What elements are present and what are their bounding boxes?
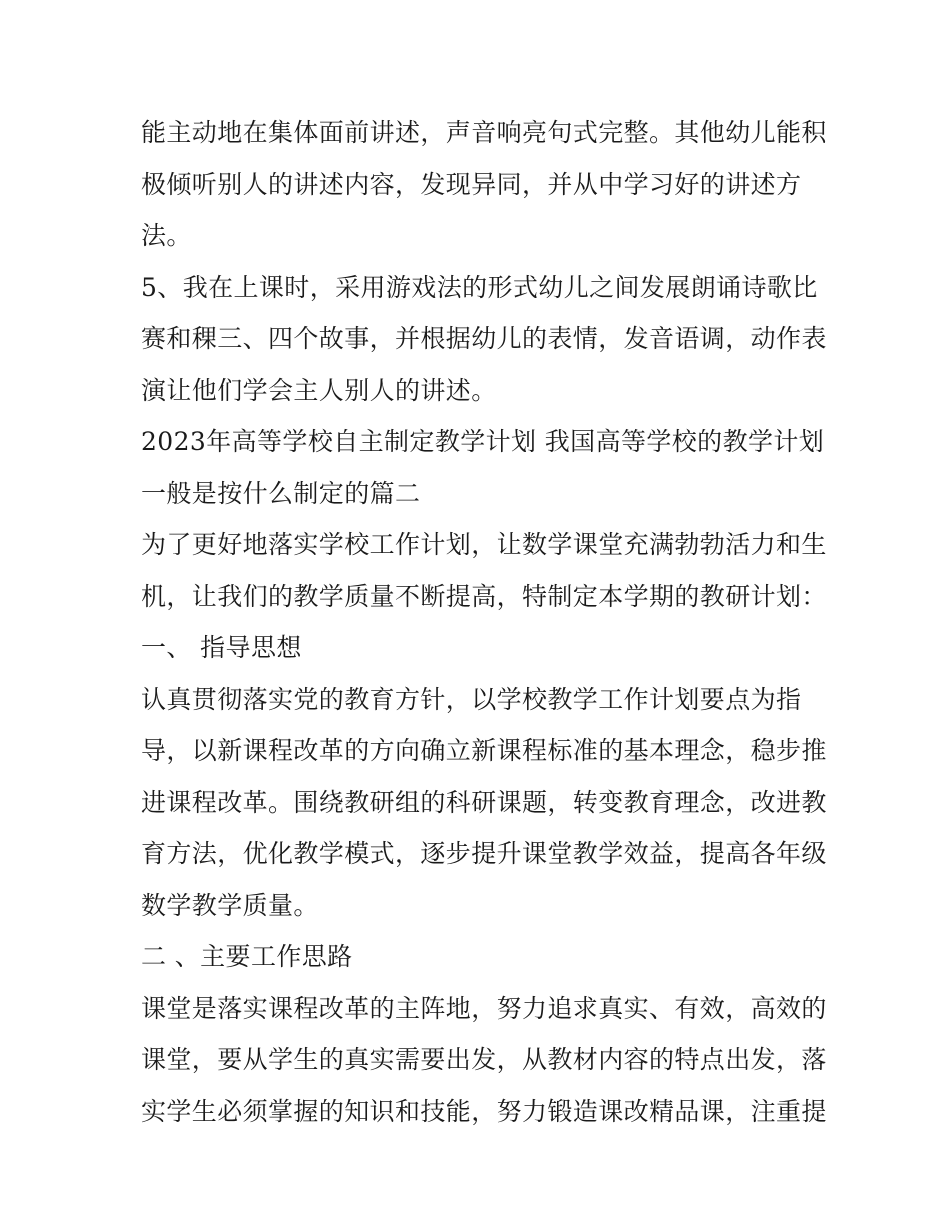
text-line: 认真贯彻落实党的教育方针，以学校教学工作计划要点为指	[141, 684, 802, 714]
text-line: 赛和稞三、四个故事，并根据幼儿的表情，发音语调，动作表	[141, 324, 827, 353]
text-line: 法。	[141, 221, 192, 250]
text-line: 进课程改革。围绕教研组的科研课题，转变教育理念，改进教	[141, 787, 827, 817]
heading-main-work-ideas: 二 、主要工作思路	[141, 942, 353, 971]
heading-guiding-ideology: 一、 指导思想	[141, 633, 302, 662]
text-line: 实学生必须掌握的知识和技能，努力锻造课改精品课，注重提	[141, 1096, 827, 1126]
section-title: 一般是按什么制定的篇二	[141, 478, 421, 508]
text-line: 5、我在上课时，采用游戏法的形式幼儿之间发展朗诵诗歌比	[141, 272, 818, 302]
document-body	[141, 107, 827, 1137]
text-line: 为了更好地落实学校工作计划，让数学课堂充满勃勃活力和生	[141, 530, 827, 559]
text-line: 课堂是落实课程改革的主阵地，努力追求真实、有效，高效的	[141, 993, 827, 1023]
text-line: 演让他们学会主人别人的讲述。	[141, 375, 497, 405]
text-line: 能主动地在集体面前讲述，声音响亮句式完整。其他幼儿能积	[141, 118, 827, 147]
text-line: 数学教学质量。	[141, 890, 319, 920]
text-line: 极倾听别人的讲述内容，发现异同，并从中学习好的讲述方	[141, 169, 802, 199]
text-line: 机，让我们的教学质量不断提高，特制定本学期的教研计划：	[141, 581, 827, 611]
section-title: 2023年高等学校自主制定教学计划 我国高等学校的教学计划	[141, 427, 825, 456]
text-line: 育方法，优化教学模式，逐步提升课堂教学效益，提高各年级	[141, 839, 827, 868]
text-line: 导，以新课程改革的方向确立新课程标准的基本理念，稳步推	[141, 736, 827, 765]
text-line: 课堂，要从学生的真实需要出发，从教材内容的特点出发，落	[141, 1045, 827, 1074]
